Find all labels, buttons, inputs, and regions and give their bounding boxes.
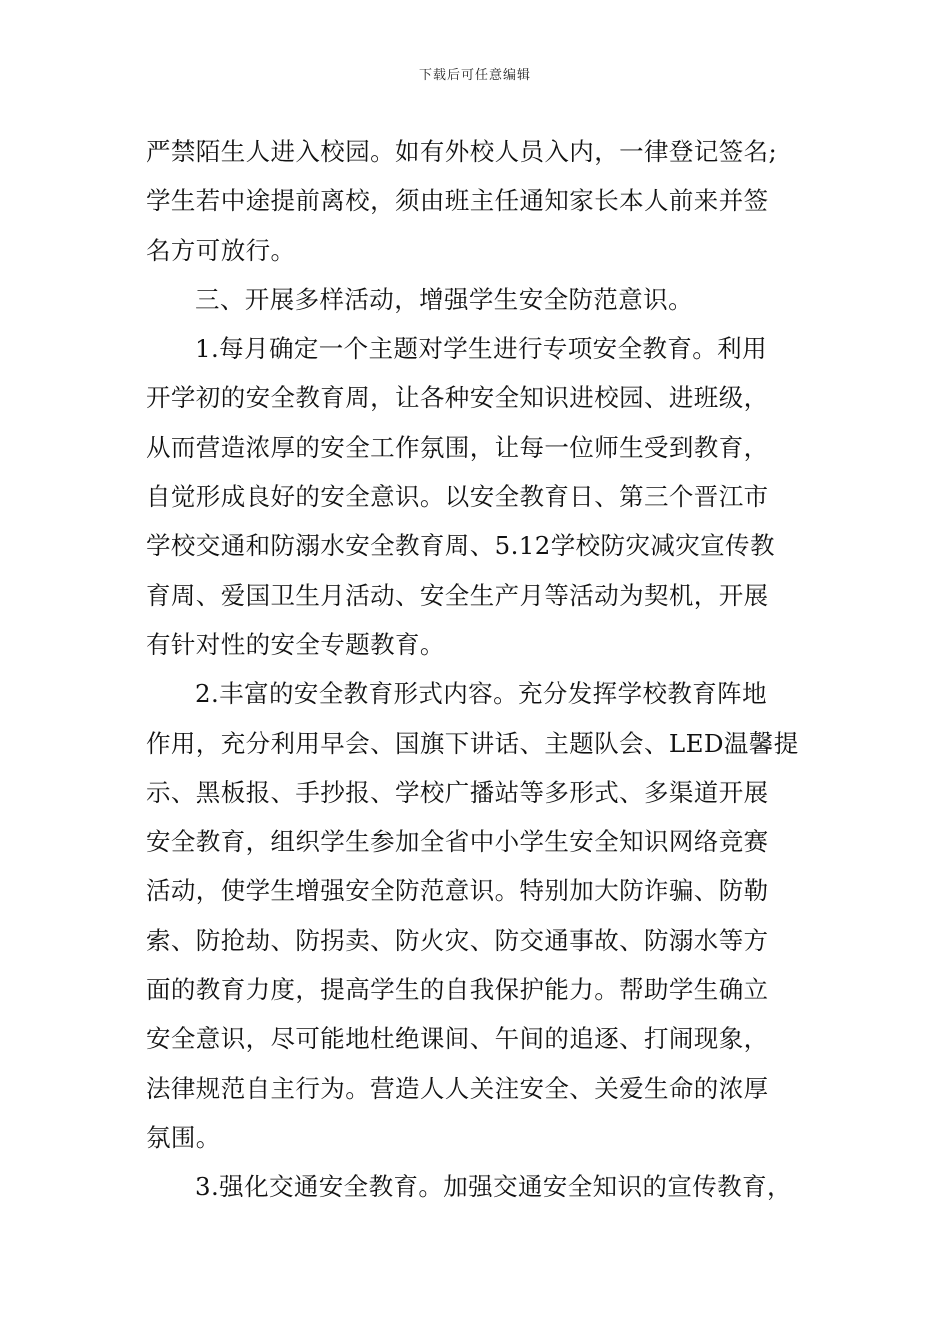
text-line: 育周、爱国卫生月活动、安全生产月等活动为契机，开展 [146,580,769,610]
text-line: 安全教育，组织学生参加全省中小学生安全知识网络竞赛 [146,827,769,857]
text-line: 活动，使学生增强安全防范意识。特别加大防诈骗、防勒 [146,876,769,906]
text-line: 面的教育力度，提高学生的自我保护能力。帮助学生确立 [146,975,769,1005]
text-line: 安全意识，尽可能地杜绝课间、午间的追逐、打闹现象， [146,1024,769,1054]
text-line: 法律规范自主行为。营造人人关注安全、关爱生命的浓厚 [146,1073,769,1103]
paragraph-first-line: 3.强化交通安全教育。加强交通安全知识的宣传教育， [195,1172,792,1202]
text-line: 严禁陌生人进入校园。如有外校人员入内，一律登记签名; [146,137,778,166]
text-line: 自觉形成良好的安全意识。以安全教育日、第三个晋江市 [146,482,769,512]
section-heading: 三、开展多样活动，增强学生安全防范意识。 [195,284,693,314]
paragraph-first-line: 1.每月确定一个主题对学生进行专项安全教育。利用 [195,334,767,364]
document-body [146,127,806,1212]
text-line: 从而营造浓厚的安全工作氛围，让每一位师生受到教育， [146,432,769,462]
text-line: 索、防抢劫、防拐卖、防火灾、防交通事故、防溺水等方 [146,925,769,955]
text-line: 氛围。 [146,1122,221,1152]
paragraph-first-line: 2.丰富的安全教育形式内容。充分发挥学校教育阵地 [195,679,767,709]
text-line: 开学初的安全教育周，让各种安全知识进校园、进班级， [146,383,769,413]
page-header: 下载后可任意编辑 [418,68,531,83]
text-line: 有针对性的安全专题教育。 [146,629,445,659]
text-line: 学校交通和防溺水安全教育周、5.12学校防灾减灾宣传教 [146,531,775,561]
text-line: 作用，充分利用早会、国旗下讲话、主题队会、LED温馨提 [146,728,799,758]
text-line: 示、黑板报、手抄报、学校广播站等多形式、多渠道开展 [146,777,769,807]
text-line: 名方可放行。 [146,235,296,265]
text-line: 学生若中途提前离校，须由班主任通知家长本人前来并签 [146,186,769,216]
